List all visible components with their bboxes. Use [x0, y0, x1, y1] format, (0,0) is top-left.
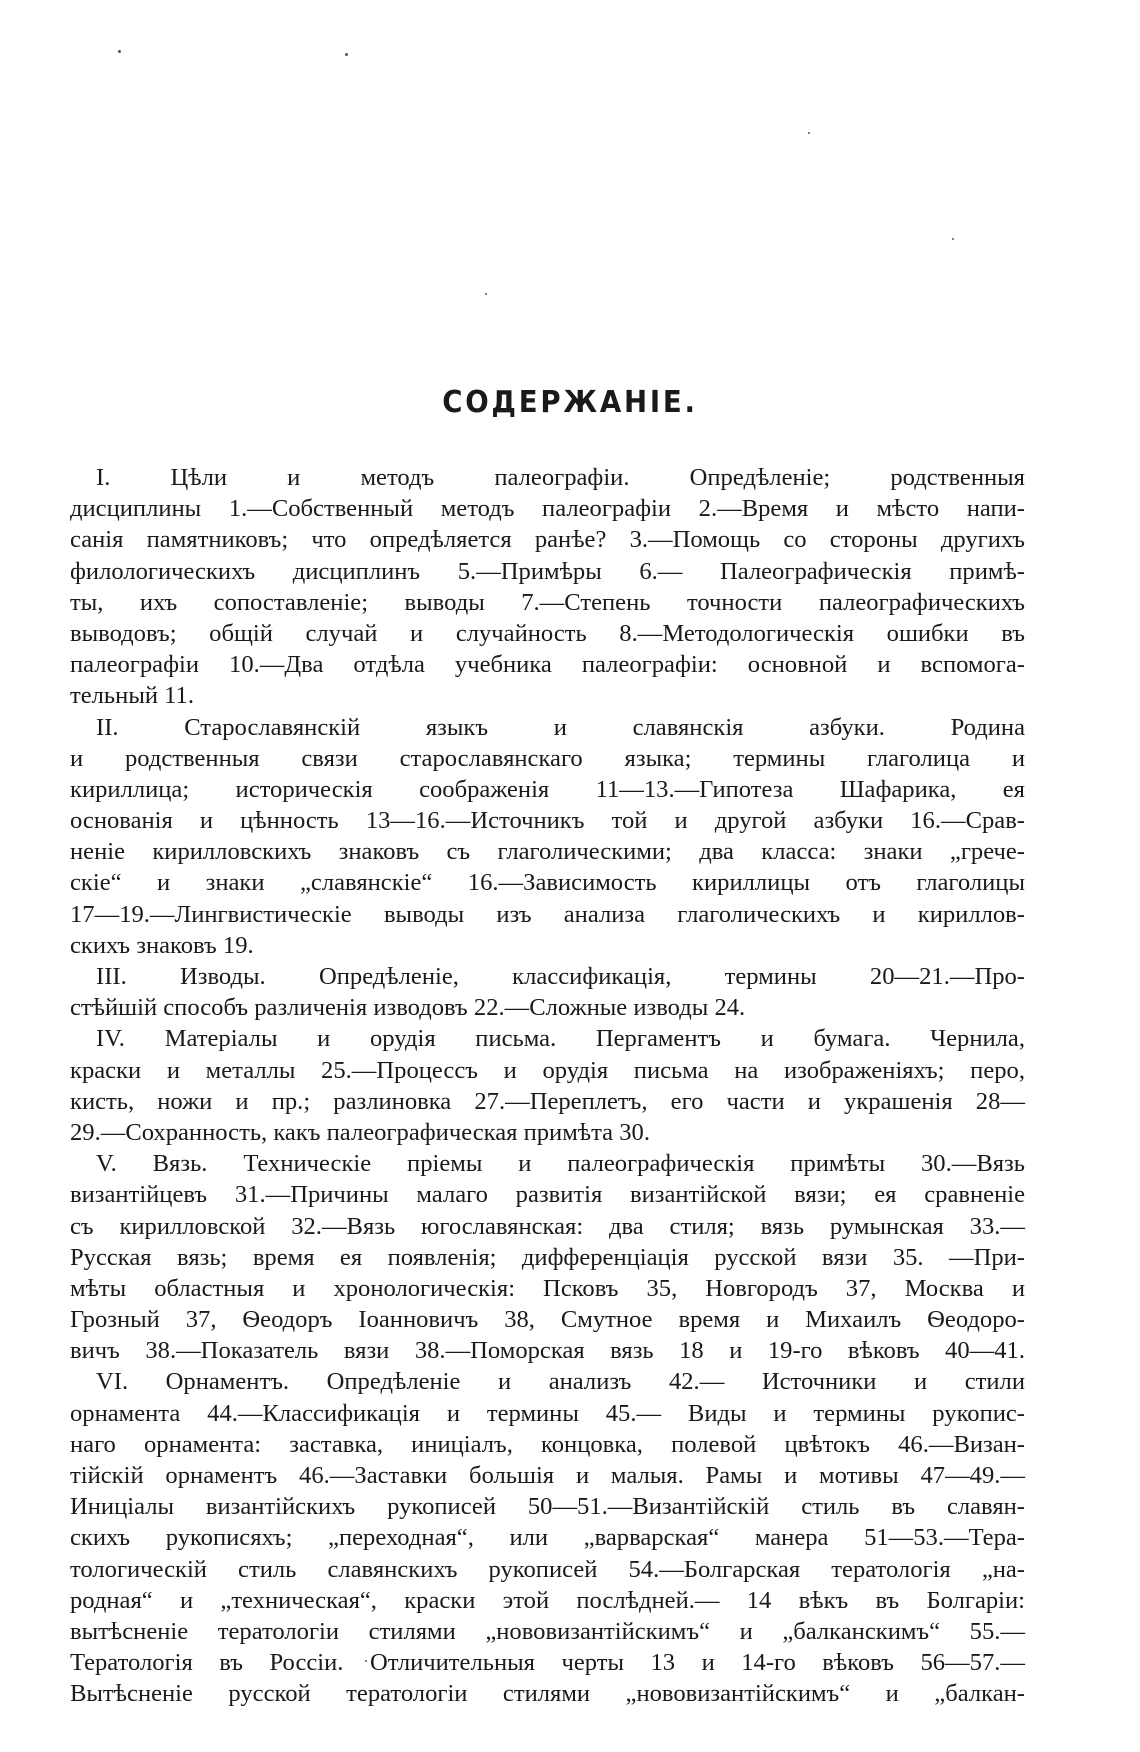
toc-line: наго орнамента: заставка, иниціалъ, концовка, полевой цвѣтокъ 46.—Визан- [70, 1430, 1025, 1458]
toc-line: санія памятниковъ; что опредѣляется ранѣе? 3.—Помощь со стороны другихъ [70, 526, 1025, 554]
toc-line: орнамента 44.—Классификація и термины 45.— Виды и термины рукопис- [70, 1399, 1025, 1427]
toc-line: скіе“ и знаки „славянскіе“ 16.—Зависимость кириллицы отъ глаголицы [70, 869, 1025, 897]
toc-line: ты, ихъ сопоставленіе; выводы 7.—Степень точности палеографическихъ [70, 588, 1025, 616]
toc-line: Грозный 37, Ѳеодоръ Іоанновичъ 38, Смутное время и Михаилъ Ѳеодоро- [70, 1306, 1025, 1334]
toc-line: неніе кирилловскихъ знаковъ съ глаголическими; два класса: знаки „грече- [70, 838, 1025, 866]
table-of-contents [70, 462, 1025, 1710]
toc-line: скихъ знаковъ 19. [70, 931, 254, 959]
toc-line: 17—19.—Лингвистическіе выводы изъ анализа глаголическихъ и кириллов- [70, 900, 1025, 928]
page-title: СОДЕРЖАНІЕ. [442, 385, 698, 420]
toc-line: VI. Орнаментъ. Опредѣленіе и анализъ 42.— Источники и стили [96, 1368, 1025, 1396]
toc-line: тельный 11. [70, 682, 194, 710]
toc-line: вичъ 38.—Показатель вязи 38.—Поморская вязь 18 и 19-го вѣковъ 40—41. [70, 1337, 1025, 1365]
toc-line: кисть, ножи и пр.; разлиновка 27.—Переплетъ, его части и украшенія 28— [70, 1087, 1025, 1115]
toc-line: вытѣсненіе тератологіи стилями „нововизантійскимъ“ и „балканскимъ“ 55.— [70, 1617, 1025, 1645]
toc-line: стѣйшій способъ различенія изводовъ 22.—Сложные изводы 24. [70, 994, 746, 1022]
toc-line: Тератологія въ Россіи. Отличительныя черты 13 и 14-го вѣковъ 56—57.— [70, 1649, 1025, 1677]
print-speck [808, 132, 810, 134]
toc-line: тологическій стиль славянскихъ рукописей 54.—Болгарская тератологія „на- [70, 1555, 1025, 1583]
print-speck [345, 53, 348, 56]
toc-line: IV. Матеріалы и орудія письма. Пергаментъ и бумага. Чернила, [96, 1025, 1025, 1053]
toc-line: Иниціалы византійскихъ рукописей 50—51.—Византійскій стиль въ славян- [70, 1493, 1025, 1521]
toc-line: III. Изводы. Опредѣленіе, классификація, термины 20—21.—Про- [96, 963, 1025, 990]
toc-line: византійцевъ 31.—Причины малаго развитія византійской вязи; ея сравненіе [70, 1181, 1025, 1209]
toc-line: дисциплины 1.—Собственный методъ палеографіи 2.—Время и мѣсто напи- [70, 495, 1025, 523]
toc-line: кириллица; историческія соображенія 11—13.—Гипотеза Шафарика, ея [70, 775, 1025, 803]
print-speck [952, 238, 954, 240]
toc-line: скихъ рукописяхъ; „переходная“, или „варварская“ манера 51—53.—Тера- [70, 1524, 1025, 1552]
toc-line: мѣты областныя и хронологическія: Псковъ 35, Новгородъ 37, Москва и [70, 1274, 1025, 1302]
toc-line: родная“ и „техническая“, краски этой послѣдней.— 14 вѣкъ въ Болгаріи: [70, 1586, 1025, 1614]
toc-line: Вытѣсненіе русской тератологіи стилями „нововизантійскимъ“ и „балкан- [70, 1680, 1025, 1708]
toc-line: 29.—Сохранность, какъ палеографическая примѣта 30. [70, 1118, 650, 1146]
toc-line: и родственныя связи старославянскаго языка; термины глаголица и [70, 744, 1025, 772]
toc-line: съ кирилловской 32.—Вязь югославянская: два стиля; вязь румынская 33.— [70, 1212, 1025, 1240]
toc-line: филологическихъ дисциплинъ 5.—Примѣры 6.— Палеографическія примѣ- [70, 557, 1025, 585]
toc-line: I. Цѣли и методъ палеографіи. Опредѣленіе; родственныя [96, 464, 1025, 491]
toc-line: выводовъ; общій случай и случайность 8.—Методологическія ошибки въ [70, 619, 1025, 647]
toc-line: Русская вязь; время ея появленія; дифференціація русской вязи 35. —При- [70, 1243, 1025, 1271]
toc-line: основанія и цѣнность 13—16.—Источникъ той и другой азбуки 16.—Срав- [70, 807, 1025, 835]
toc-line: краски и металлы 25.—Процессъ и орудія письма на изображеніяхъ; перо, [70, 1056, 1025, 1084]
toc-line: тійскій орнаментъ 46.—Заставки большія и малыя. Рамы и мотивы 47—49.— [70, 1462, 1025, 1489]
print-speck [118, 50, 121, 53]
toc-line: II. Старославянскій языкъ и славянскія азбуки. Родина [96, 713, 1025, 741]
print-speck [485, 293, 487, 295]
toc-line: V. Вязь. Техническіе пріемы и палеографическія примѣты 30.—Вязь [96, 1150, 1025, 1178]
toc-line: палеографіи 10.—Два отдѣла учебника палеографіи: основной и вспомога- [70, 651, 1025, 679]
